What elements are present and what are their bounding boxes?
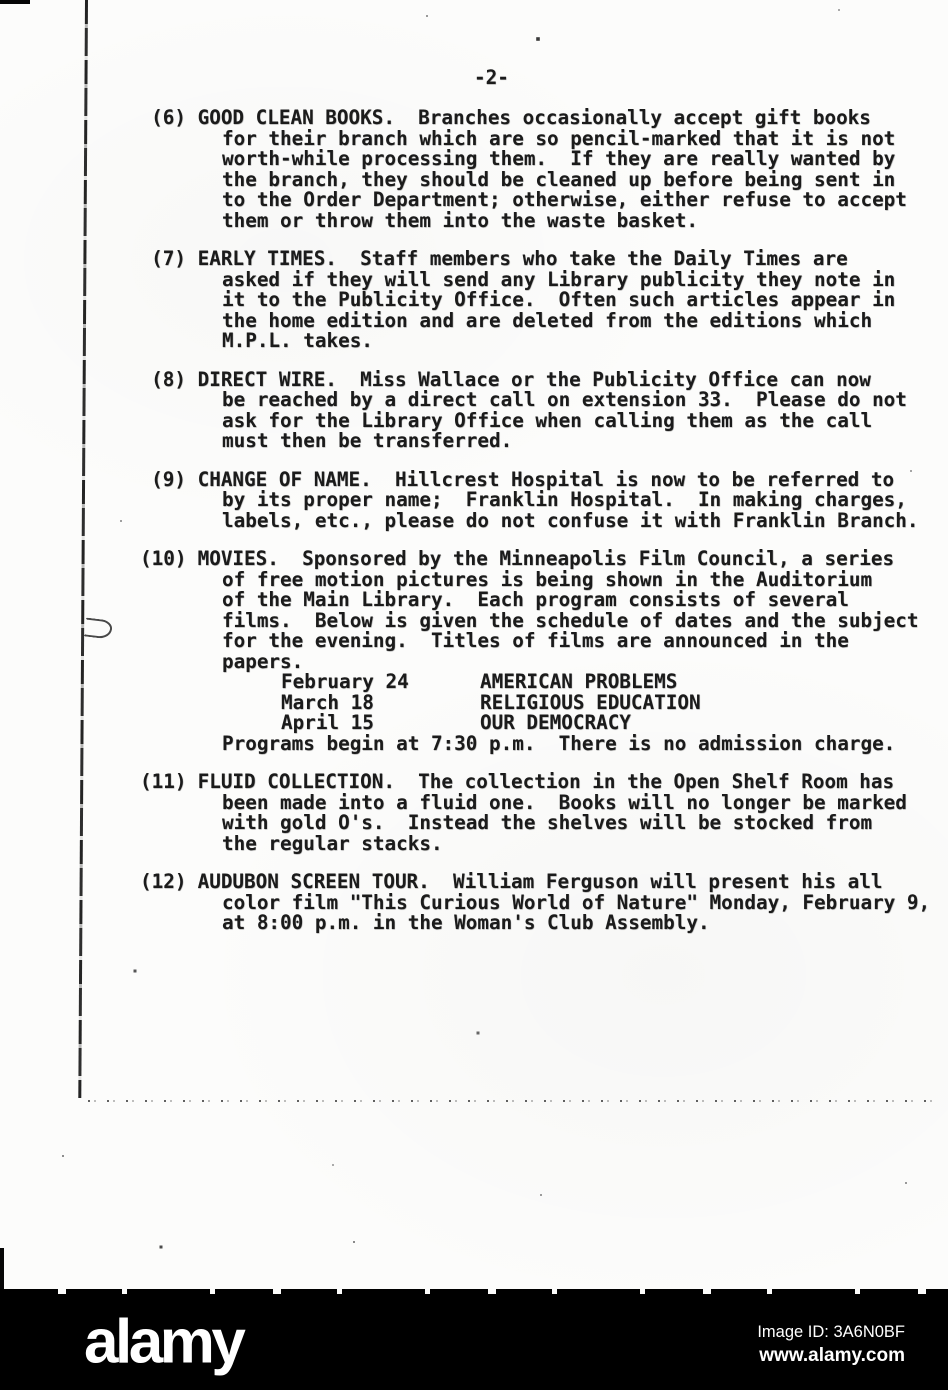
item-number: (9) — [151, 467, 186, 491]
document-line: ask for the Library Office when calling them as the call — [222, 408, 873, 432]
image-id-label: Image ID: 3A6N0BF — [757, 1323, 905, 1341]
item-first-line: (7) EARLY TIMES. Staff members who take the Daily Times are — [140, 249, 940, 270]
document-line: worth-while processing them. If they are really wanted by — [222, 147, 896, 170]
document-line: been made into a fluid one. Books will no longer be marked — [222, 790, 907, 814]
document-line: for their branch which are so pencil-marked that it is not — [222, 126, 896, 150]
item-first-line: (12) AUDUBON SCREEN TOUR. William Ferguson will present his all — [140, 870, 883, 893]
item-number: (6) — [151, 106, 186, 129]
document-line: of the Main Library. Each program consists of several — [222, 588, 849, 611]
alamy-website: www.alamy.com — [759, 1345, 905, 1366]
alamy-logo: alamy — [84, 1307, 243, 1377]
document-line: asked if they will send any Library publicity they note in — [222, 267, 896, 291]
scan-edge-artifact-bottom-left — [0, 1248, 4, 1294]
document-line: be reached by a direct call on extension 33. Please do not — [222, 388, 907, 411]
schedule-film-title: OUR DEMOCRACY — [480, 711, 631, 734]
schedule-film-title: AMERICAN PROBLEMS — [480, 670, 678, 693]
newsletter-item — [140, 108, 940, 231]
item-number: (7) — [151, 247, 186, 270]
item-first-line: (11) FLUID COLLECTION. The collection in the Open Shelf Room has — [140, 770, 895, 793]
newsletter-item — [140, 872, 940, 934]
schedule-film-title: RELIGIOUS EDUCATION — [480, 690, 701, 714]
item-number: (10) — [140, 547, 187, 570]
document-line: it to the Publicity Office. Often such articles appear in — [222, 288, 896, 311]
item-number: (8) — [151, 367, 186, 391]
newsletter-body — [140, 108, 940, 934]
document-line: by its proper name; Franklin Hospital. In making charges, — [222, 488, 907, 511]
item-footer-line: Programs begin at 7:30 p.m. There is no admission charge. — [222, 731, 896, 755]
alamy-watermark-bar — [0, 1300, 948, 1390]
document-line: films. Below is given the schedule of dates and the subject — [222, 608, 919, 632]
document-line: the regular stacks. — [222, 831, 443, 855]
document-line: the home edition and are deleted from the editions which — [222, 308, 873, 332]
scan-edge-artifact — [0, 0, 30, 4]
dotted-rule-artifact — [88, 1100, 940, 1102]
page-number: -2- — [474, 66, 509, 89]
document-line: labels, etc., please do not confuse it with Franklin Branch. — [222, 508, 919, 532]
newsletter-item — [140, 772, 940, 854]
document-line: the branch, they should be cleaned up before being sent in — [222, 167, 896, 191]
schedule-date: March 18 — [281, 690, 374, 714]
scan-noise-specks — [0, 0, 2, 2]
newsletter-item — [140, 249, 940, 352]
document-line: with gold O's. Instead the shelves will be stocked from — [222, 811, 873, 834]
document-line: papers. — [222, 649, 304, 673]
document-line: to the Order Department; otherwise, either refuse to accept — [222, 188, 907, 211]
item-number: (12) — [140, 870, 187, 893]
document-line: of free motion pictures is being shown in the Auditorium — [222, 567, 873, 591]
item-first-line: (9) CHANGE OF NAME. Hillcrest Hospital is now to be referred to — [140, 470, 940, 491]
item-first-line: (10) MOVIES. Sponsored by the Minneapolis Film Council, a series — [140, 547, 895, 570]
margin-line-artifact — [78, 0, 87, 1098]
pen-mark-artifact — [83, 617, 113, 639]
schedule-row — [140, 672, 940, 693]
schedule-date: February 24 — [281, 670, 409, 693]
alamy-meta — [757, 1320, 905, 1368]
document-line: color film "This Curious World of Nature" Monday, February 9, — [222, 890, 931, 914]
document-line: at 8:00 p.m. in the Woman's Club Assembly. — [222, 911, 710, 934]
newsletter-item — [140, 549, 940, 754]
document-line: them or throw them into the waste basket. — [222, 208, 698, 232]
newsletter-item — [140, 367, 940, 452]
item-first-line: (6) GOOD CLEAN BOOKS. Branches occasionally accept gift books — [140, 108, 940, 129]
schedule-date: April 15 — [281, 711, 374, 734]
newsletter-item — [140, 467, 940, 532]
item-first-line: (8) DIRECT WIRE. Miss Wallace or the Publicity Office can now — [140, 370, 940, 391]
document-line: M.P.L. takes. — [222, 329, 373, 352]
document-line: must then be transferred. — [222, 429, 513, 452]
schedule-row — [140, 713, 940, 734]
item-number: (11) — [140, 770, 187, 793]
document-line: for the evening. Titles of films are announced in the — [222, 629, 849, 652]
schedule-row — [140, 690, 940, 714]
